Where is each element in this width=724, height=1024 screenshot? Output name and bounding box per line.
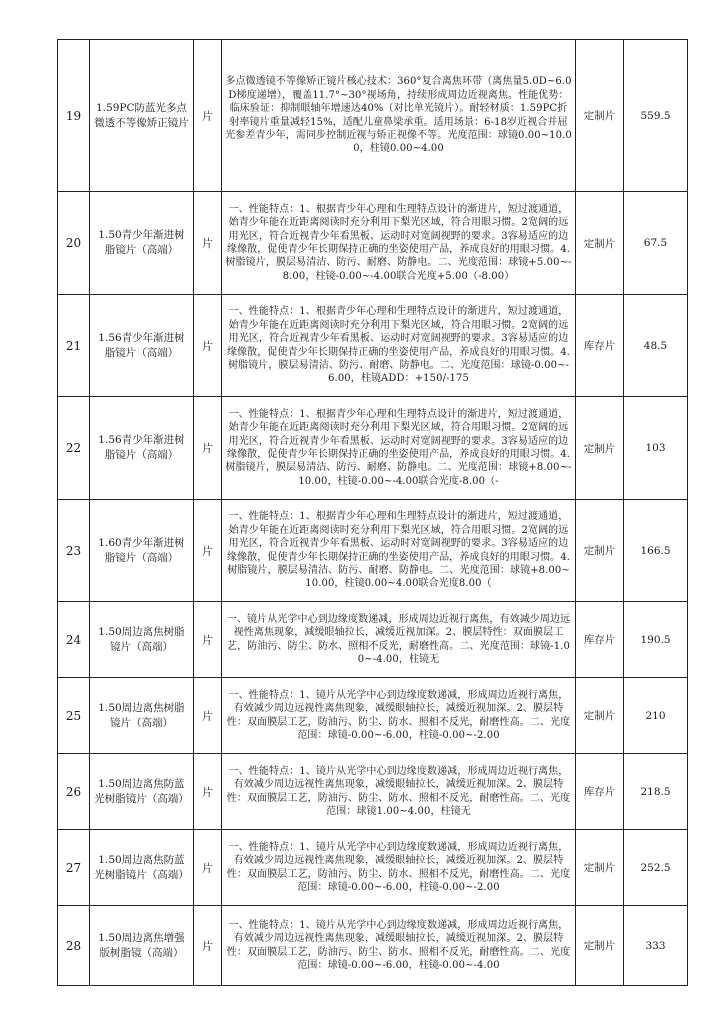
description-text: 一、性能特点：1、根据青少年心理和生理特点设计的渐进片，短过渡通道，始青少年能在近距离阅读时充分利用下梨光区域，符合用眼习惯。2宽阔的远用光区，符合近视青少年看黑板、运动时对宽阔视野的要求。3容易适应的边缘像散，促使青少年长期保持正确的坐姿使用产品，养成良好的用眼习惯。4.树脂镜片，膜层易清洁、防污、耐磨、防静电。二、光度范围：球镜+8.00~-10.00，柱镜-0.00~-4.00联合光度-8.00（- (225, 408, 572, 487)
row-number: 24 (58, 602, 90, 678)
description-text: 一、性能特点：1、镜片从光学中心到边缘度数递减，形成周边近视行离焦，有效减少周边远视性离焦现象，减缓眼轴拉长，减缓近视加深。2、膜层特性：双面膜层工艺，防油污、防尘、防水、照相不反光，耐磨性高。二、光度范围：球镜1.00~4.00，柱镜无 (226, 765, 571, 817)
description-cell (222, 830, 576, 906)
unit-cell: 片 (194, 397, 222, 500)
lens-type: 库存片 (576, 295, 624, 397)
table-row (58, 192, 688, 295)
table-row (58, 602, 688, 678)
description-cell (222, 500, 576, 602)
description-cell (222, 754, 576, 830)
price-cell: 48.5 (624, 295, 688, 397)
price-cell: 333 (624, 906, 688, 986)
price-cell: 559.5 (624, 40, 688, 192)
table-row (58, 906, 688, 986)
price-cell: 190.5 (624, 602, 688, 678)
unit-cell: 片 (194, 754, 222, 830)
unit-cell: 片 (194, 678, 222, 754)
price-cell: 103 (624, 397, 688, 500)
lens-type: 定制片 (576, 678, 624, 754)
price-cell: 218.5 (624, 754, 688, 830)
row-number: 27 (58, 830, 90, 906)
unit-cell: 片 (194, 295, 222, 397)
price-cell: 67.5 (624, 192, 688, 295)
description-text: 一、性能特点：1、镜片从光学中心到边缘度数递减，形成周边近视行离焦，有效减少周边远视性离焦现象，减缓眼轴拉长，减缓近视加深。2、膜层特性：双面膜层工艺，防油污、防尘、防水、照相不反光，耐磨性高。二、光度范围：球镜-0.00~-6.00，柱镜-0.00~-4.00 (226, 919, 571, 971)
table-row (58, 397, 688, 500)
unit-cell: 片 (194, 40, 222, 192)
description-text: 一、性能特点：1、镜片从光学中心到边缘度数递减，形成周边近视行离焦，有效减少周边远视性离焦现象，减缓眼轴拉长，减缓近视加深。2、膜层特性：双面膜层工艺，防油污、防尘、防水、照相不反光，耐磨性高。二、光度范围：球镜-0.00~-6.00，柱镜-0.00~-2.00 (226, 841, 571, 893)
price-cell: 210 (624, 678, 688, 754)
description-text: 一、性能特点：1、根据青少年心理和生理特点设计的渐进片，短过渡通道，始青少年能在近距离阅读时充分利用下梨光区域，符合用眼习惯。2宽阔的远用光区，符合近视青少年看黑板、运动时对宽阔视野的要求。3容易适应的边缘像散，促使青少年长期保持正确的坐姿使用产品，养成良好的用眼习惯。4.树脂镜片，膜层易清洁、防污、耐磨、防静电。二、光度范围：球镜+8.00~10.00，柱镜0.00~4.00联合光度8.00（ (226, 511, 571, 590)
lens-type: 定制片 (576, 906, 624, 986)
product-table (57, 39, 688, 986)
product-name: 1.50周边离焦树脂镜片（高端） (90, 678, 194, 754)
product-name: 1.60青少年渐进树脂镜片（高端） (90, 500, 194, 602)
unit-cell: 片 (194, 192, 222, 295)
lens-type: 库存片 (576, 602, 624, 678)
lens-type: 定制片 (576, 40, 624, 192)
product-name: 1.50周边离焦增强版树脂镜（高端） (90, 906, 194, 986)
price-cell: 166.5 (624, 500, 688, 602)
row-number: 25 (58, 678, 90, 754)
product-name: 1.56青少年渐进树脂镜片（高端） (90, 397, 194, 500)
price-cell: 252.5 (624, 830, 688, 906)
table-row (58, 40, 688, 192)
description-text: 多点微透镜不等像矫正镜片核心技术：360°复合离焦环带（离焦量5.0D~6.0D梯度递增），覆盖11.7°~30°视场角，持续形成周边近视离焦。性能优势：临床验证：抑制眼轴年增速达40%（对比单光镜片）。耐轻材质：1.59PC折射率镜片重量减轻15%，适配儿童鼻梁承重。适用场景：6-18岁近视合并屈光参差青少年，需同步控制近视与矫正视像不等。光度范围：球镜0.00~10.00，柱镜0.00~4.00 (225, 76, 572, 155)
unit-cell: 片 (194, 602, 222, 678)
row-number: 21 (58, 295, 90, 397)
lens-type: 定制片 (576, 192, 624, 295)
description-cell (222, 678, 576, 754)
product-name: 1.50青少年渐进树脂镜片（高端） (90, 192, 194, 295)
lens-type: 定制片 (576, 500, 624, 602)
lens-type: 定制片 (576, 397, 624, 500)
lens-type: 库存片 (576, 754, 624, 830)
description-text: 一、性能特点：1、根据青少年心理和生理特点设计的渐进片，短过渡通道，始青少年能在近距离阅读时充分利用下梨光区域，符合用眼习惯。2宽阔的远用光区，符合近视青少年看黑板、运动时对宽阔视野的要求。3容易适应的边缘像散，促使青少年长期保持正确的坐姿使用产品，养成良好的用眼习惯。4.树脂镜片，膜层易清洁、防污、耐磨、防静电。二、光度范围：球镜+5.00~-8.00，柱镜-0.00~-4.00联合光度+5.00（-8.00） (225, 203, 572, 282)
description-cell (222, 192, 576, 295)
product-name: 1.50周边离焦防蓝光树脂镜片（高端） (90, 754, 194, 830)
product-name: 1.59PC防蓝光多点微透不等像矫正镜片 (90, 40, 194, 192)
description-cell (222, 295, 576, 397)
description-text: 一、性能特点：1、根据青少年心理和生理特点设计的渐进片，短过渡通道，始青少年能在近距离阅读时充分利用下梨光区域，符合用眼习惯。2宽阔的远用光区，符合近视青少年看黑板、运动时对宽阔视野的要求。3容易适应的边缘像散，促使青少年长期保持正确的坐姿使用产品，养成良好的用眼习惯。4.树脂镜片，膜层易清洁、防污、耐磨、防静电。二、光度范围：球镜-0.00~-6.00，柱镜ADD：+150/-175 (226, 306, 571, 385)
row-number: 20 (58, 192, 90, 295)
table-row (58, 754, 688, 830)
table-row (58, 500, 688, 602)
description-text: 一、镜片从光学中心到边缘度数递减，形成周边近视行离焦，有效减少周边远视性离焦现象，减缓眼轴拉长，减缓近视加深。2、膜层特性：双面膜层工艺，防油污、防尘、防水、照相不反光，耐磨性高。二、光度范围：球镜-1.00~-4.00，柱镜无 (226, 613, 571, 665)
table-row (58, 830, 688, 906)
description-cell (222, 602, 576, 678)
product-name: 1.50周边离焦树脂镜片（高端） (90, 602, 194, 678)
unit-cell: 片 (194, 906, 222, 986)
row-number: 19 (58, 40, 90, 192)
description-text: 一、性能特点：1、镜片从光学中心到边缘度数递减，形成周边近视行离焦，有效减少周边远视性离焦现象，减缓眼轴拉长，减缓近视加深。2、膜层特性：双面膜层工艺，防油污、防尘、防水、照相不反光，耐磨性高。二、光度范围：球镜-0.00~-6.00，柱镜-0.00~-2.00 (226, 689, 571, 741)
description-cell (222, 40, 576, 192)
table-row (58, 678, 688, 754)
description-cell (222, 397, 576, 500)
unit-cell: 片 (194, 500, 222, 602)
product-name: 1.50周边离焦防蓝光树脂镜片（高端） (90, 830, 194, 906)
lens-type: 定制片 (576, 830, 624, 906)
table-row (58, 295, 688, 397)
row-number: 23 (58, 500, 90, 602)
row-number: 26 (58, 754, 90, 830)
description-cell (222, 906, 576, 986)
unit-cell: 片 (194, 830, 222, 906)
row-number: 22 (58, 397, 90, 500)
row-number: 28 (58, 906, 90, 986)
product-name: 1.56青少年渐进树脂镜片（高端） (90, 295, 194, 397)
